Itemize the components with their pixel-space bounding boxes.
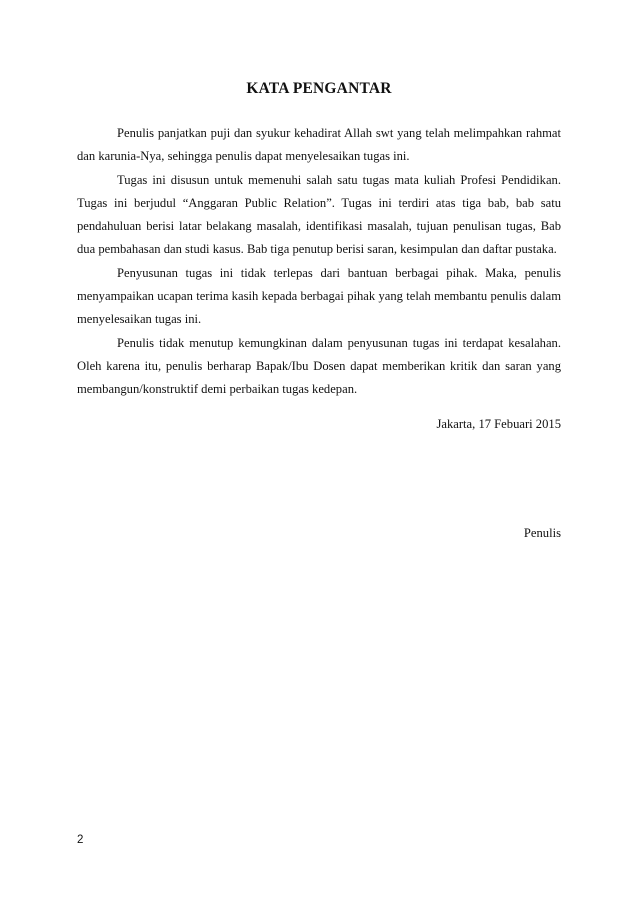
preface-body [77, 122, 561, 402]
paragraph-2: Tugas ini disusun untuk memenuhi salah satu tugas mata kuliah Profesi Pendidikan. Tugas ini berjudul “Anggaran Public Relation”. Tugas ini terdiri atas tiga bab, bab satu pendahuluan berisi latar belakang masalah, identifikasi masalah, tujuan penulisan tugas, Bab dua pembahasan dan studi kasus. Bab tiga penutup berisi saran, kesimpulan dan daftar pustaka. [77, 172, 561, 257]
place-and-date: Jakarta, 17 Febuari 2015 [436, 417, 561, 431]
page-number: 2 [77, 834, 84, 846]
paragraph-1: Penulis panjatkan puji dan syukur kehadirat Allah swt yang telah melimpahkan rahmat dan karunia-Nya, sehingga penulis dapat menyelesaikan tugas ini. [77, 126, 561, 164]
paragraph-3: Penyusunan tugas ini tidak terlepas dari bantuan berbagai pihak. Maka, penulis menyampaikan ucapan terima kasih kepada berbagai pihak yang telah membantu penulis dalam menyelesaikan tugas ini. [77, 265, 561, 327]
page-title: KATA PENGANTAR [246, 80, 392, 97]
signer-name: Penulis [523, 526, 561, 540]
paragraph-4: Penulis tidak menutup kemungkinan dalam penyusunan tugas ini terdapat kesalahan. Oleh karena itu, penulis berharap Bapak/Ibu Dosen dapat memberikan kritik dan saran yang membangun/konstruktif demi perbaikan tugas kedepan. [77, 335, 561, 397]
